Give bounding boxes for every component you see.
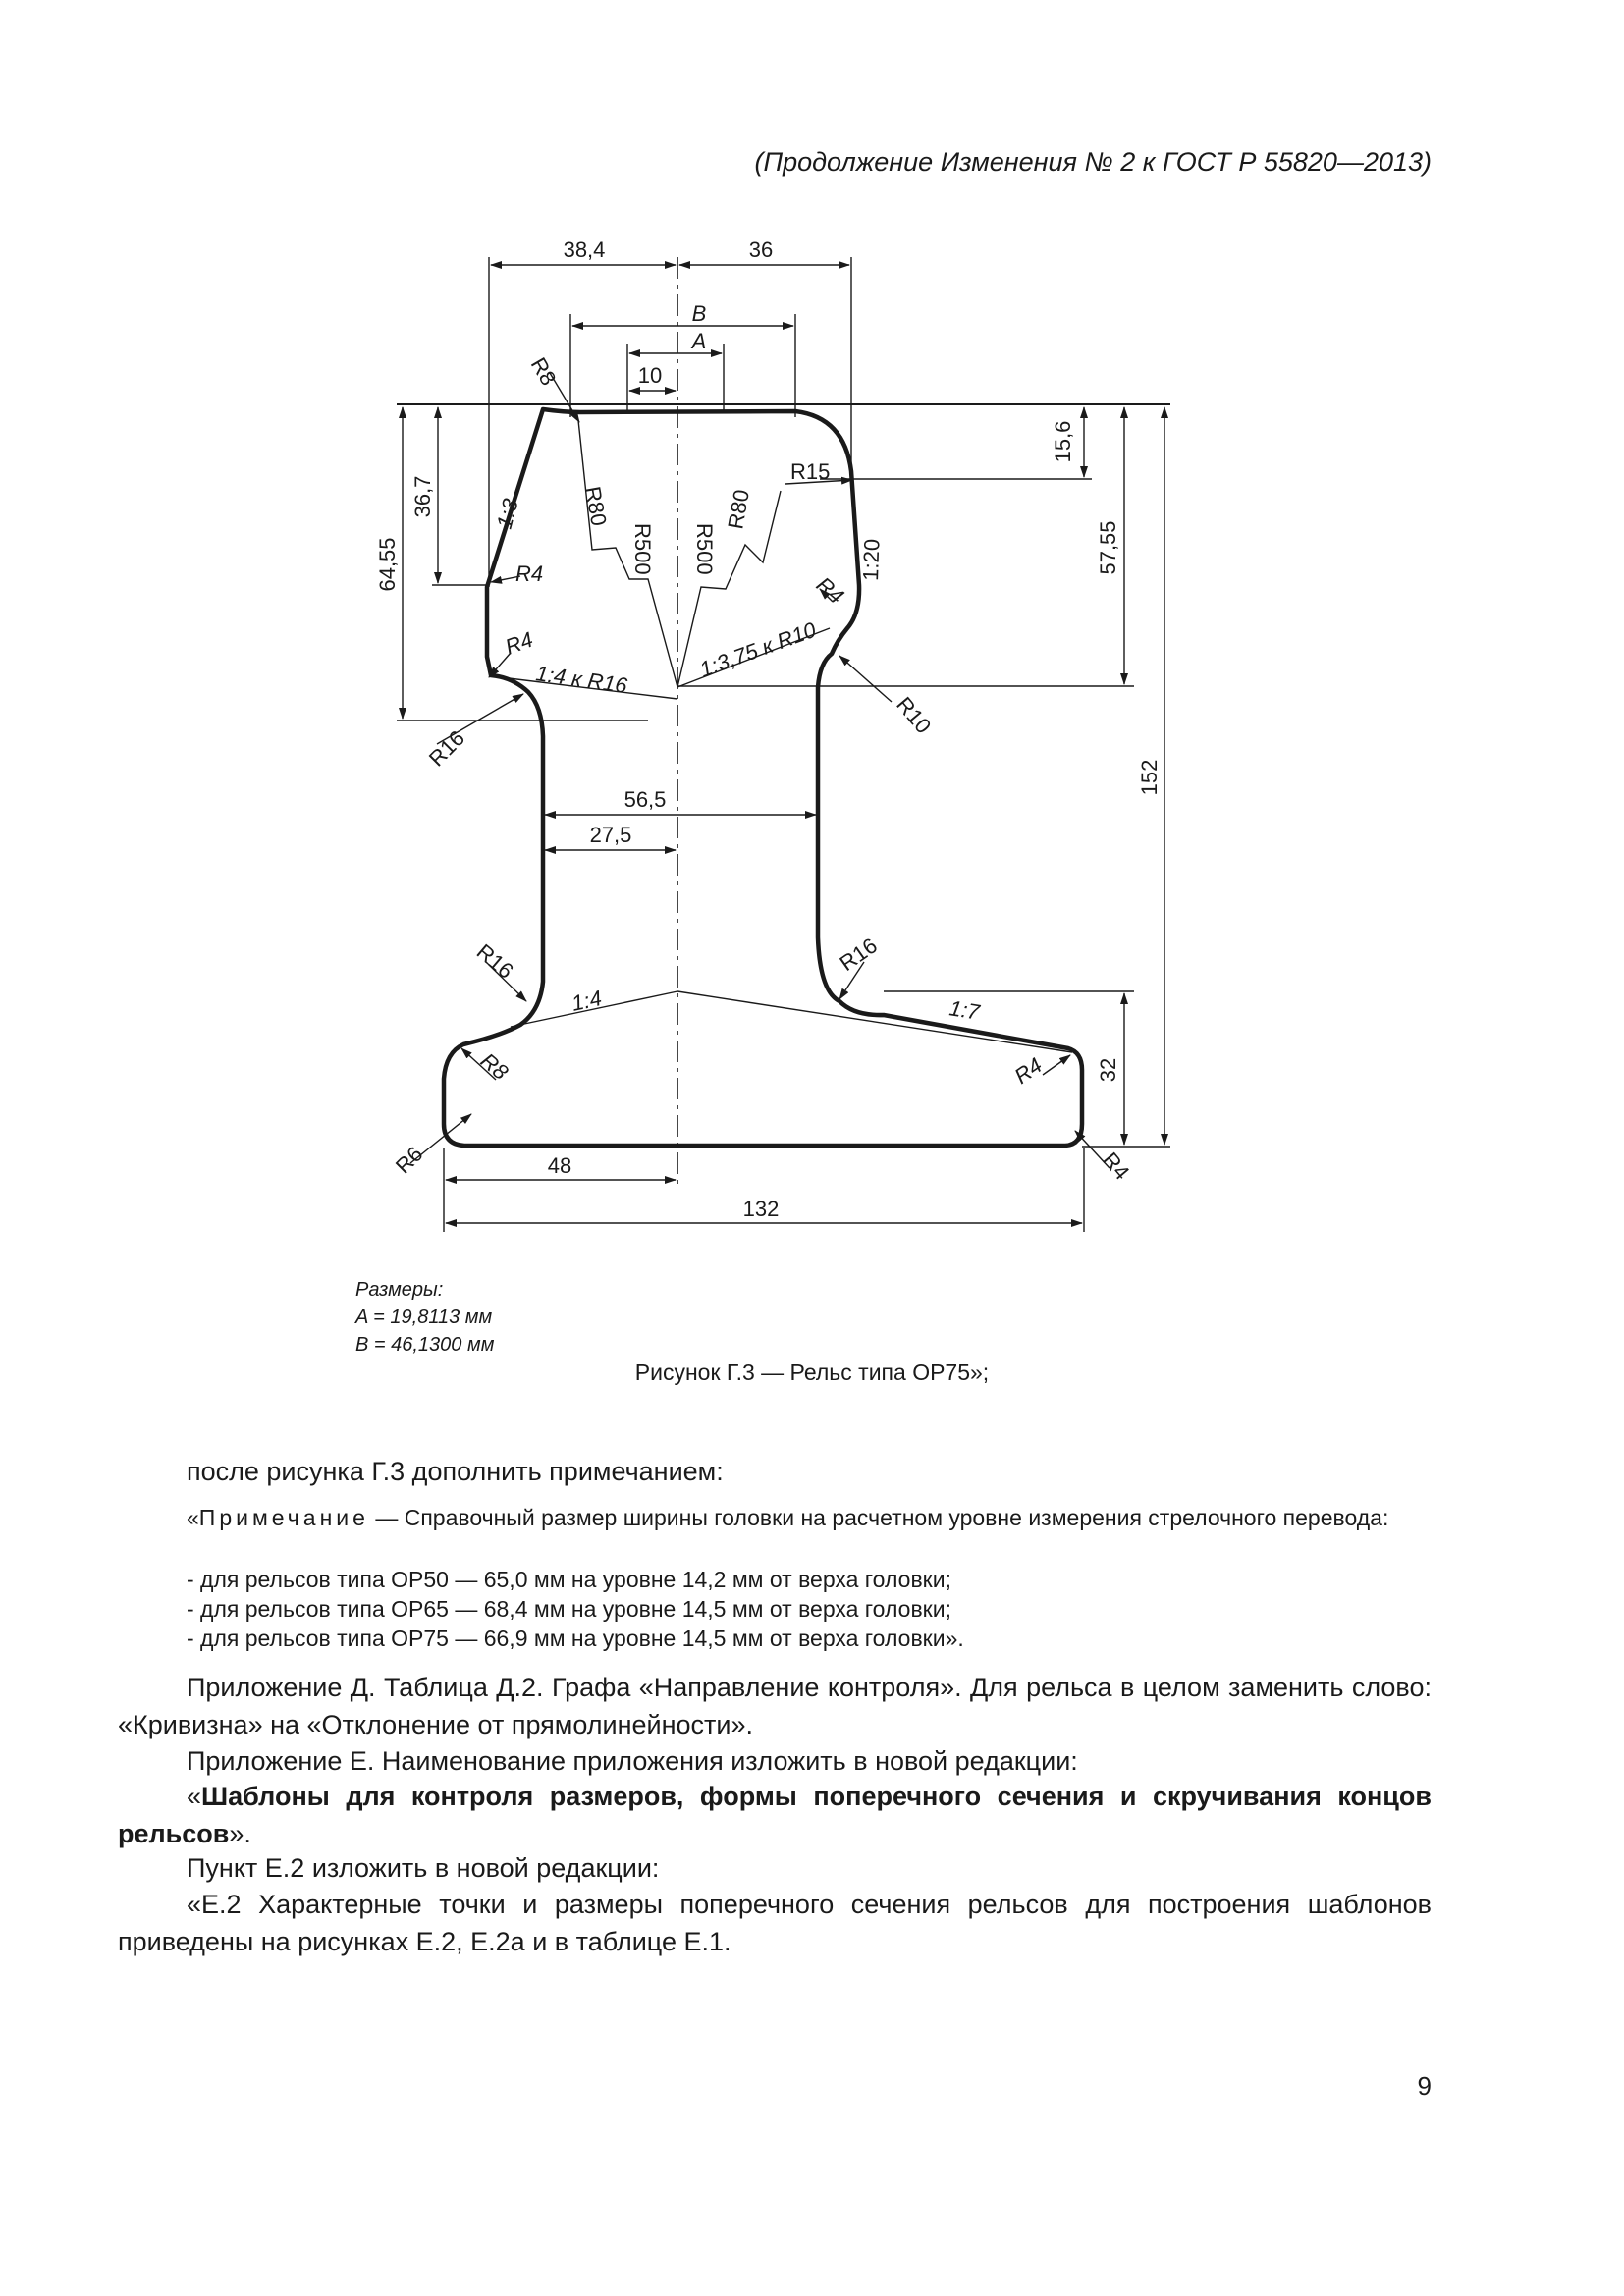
note-list-item-or65: - для рельсов типа ОР65 — 68,4 мм на уровне 14,5 мм от верха головки; xyxy=(187,1596,951,1622)
dim-57-55: 57,55 xyxy=(1096,520,1120,575)
radius-r4-base: R4 xyxy=(1098,1148,1135,1185)
radius-r80-right: R80 xyxy=(723,487,754,531)
page-number: 9 xyxy=(1417,2071,1432,2101)
radius-r6: R6 xyxy=(390,1141,428,1179)
radius-r16-neck-left: R16 xyxy=(423,725,470,772)
dim-48: 48 xyxy=(547,1153,572,1178)
dim-36-7: 36,7 xyxy=(410,475,435,518)
slope-1-7: 1:7 xyxy=(947,995,982,1025)
paragraph-clause-e2: Пункт Е.2 изложить в новой редакции: xyxy=(187,1853,660,1883)
slope-1-3-75-r10: 1:3,75 к R10 xyxy=(696,616,820,682)
radius-r8-foot: R8 xyxy=(475,1047,514,1085)
rail-profile-outline xyxy=(444,409,1082,1146)
note-list-item-or75: - для рельсов типа ОР75 — 66,9 мм на уровне 14,5 мм от верха головки». xyxy=(187,1626,964,1651)
dim-38-4: 38,4 xyxy=(563,238,606,262)
dim-27-5: 27,5 xyxy=(589,823,632,847)
radius-r4-neck-right: R4 xyxy=(811,571,849,609)
radius-r4-head-left: R4 xyxy=(515,561,544,586)
note-paragraph: «Примечание — Справочный размер ширины головки на расчетном уровне измерения стрелочного перевода: xyxy=(187,1505,1389,1530)
note-list-item-or50: - для рельсов типа ОР50 — 65,0 мм на уровне 14,2 мм от верха головки; xyxy=(187,1567,951,1592)
paragraph-note-intro: после рисунка Г.3 дополнить примечанием: xyxy=(187,1457,724,1486)
radius-r16-foot-right: R16 xyxy=(835,933,882,977)
note-label: Примечание xyxy=(198,1505,369,1530)
dim-B: B xyxy=(691,301,707,326)
dim-32: 32 xyxy=(1096,1057,1120,1083)
radius-r8-top: R8 xyxy=(525,353,562,390)
paragraph-appendix-e: Приложение Е. Наименование приложения изложить в новой редакции: xyxy=(187,1746,1078,1776)
radius-r16-foot-left: R16 xyxy=(471,938,518,984)
radius-r10: R10 xyxy=(892,692,937,739)
paragraph-appendix-d: Приложение Д. Таблица Д.2. Графа «Направление контроля». Для рельса в целом заменить слово: «Кривизна» на «Отклонение от прямолинейности». xyxy=(118,1673,1432,1739)
legend-a: A = 19,8113 мм xyxy=(355,1307,493,1328)
dim-64-55: 64,55 xyxy=(375,537,400,592)
dim-10: 10 xyxy=(637,363,663,388)
legend-title: Размеры: xyxy=(355,1279,444,1301)
figure-caption: Рисунок Г.3 — Рельс типа ОР75»; xyxy=(634,1360,990,1385)
slope-1-4: 1:4 xyxy=(568,986,604,1016)
dim-A: A xyxy=(691,329,707,353)
radius-r80-left: R80 xyxy=(580,484,612,528)
slope-1-20: 1:20 xyxy=(858,538,885,582)
radius-r500-left: R500 xyxy=(630,523,655,575)
paragraph-new-title: «Шаблоны для контроля размеров, формы поперечного сечения и скручивания концов рельсов». xyxy=(118,1782,1432,1848)
running-header: (Продолжение Изменения № 2 к ГОСТ Р 55820—2013) xyxy=(754,147,1432,177)
slope-1-3: 1:3 xyxy=(491,496,523,532)
dimension-legend xyxy=(355,1276,494,1359)
legend-b: B = 46,1300 мм xyxy=(355,1334,495,1356)
dimension-lines xyxy=(397,257,1170,1232)
radius-r4-foot-right: R4 xyxy=(1009,1052,1047,1090)
dim-36: 36 xyxy=(748,238,774,262)
new-appendix-title: Шаблоны для контроля размеров, формы поперечного сечения и скручивания концов рельсов xyxy=(118,1782,1432,1848)
radius-r500-right: R500 xyxy=(692,523,717,575)
paragraph-e2-text: «Е.2 Характерные точки и размеры поперечного сечения рельсов для построения шаблонов приведены на рисунках Е.2, Е.2а и в таблице Е.1. xyxy=(118,1890,1432,1956)
dim-132: 132 xyxy=(742,1197,780,1221)
dim-152: 152 xyxy=(1137,759,1162,796)
dim-56-5: 56,5 xyxy=(623,787,667,812)
slope-1-4-r16: 1:4 к R16 xyxy=(534,661,629,698)
dim-15-6: 15,6 xyxy=(1051,420,1075,463)
radius-r4-neck-left: R4 xyxy=(502,626,537,660)
radius-r15: R15 xyxy=(790,459,831,484)
